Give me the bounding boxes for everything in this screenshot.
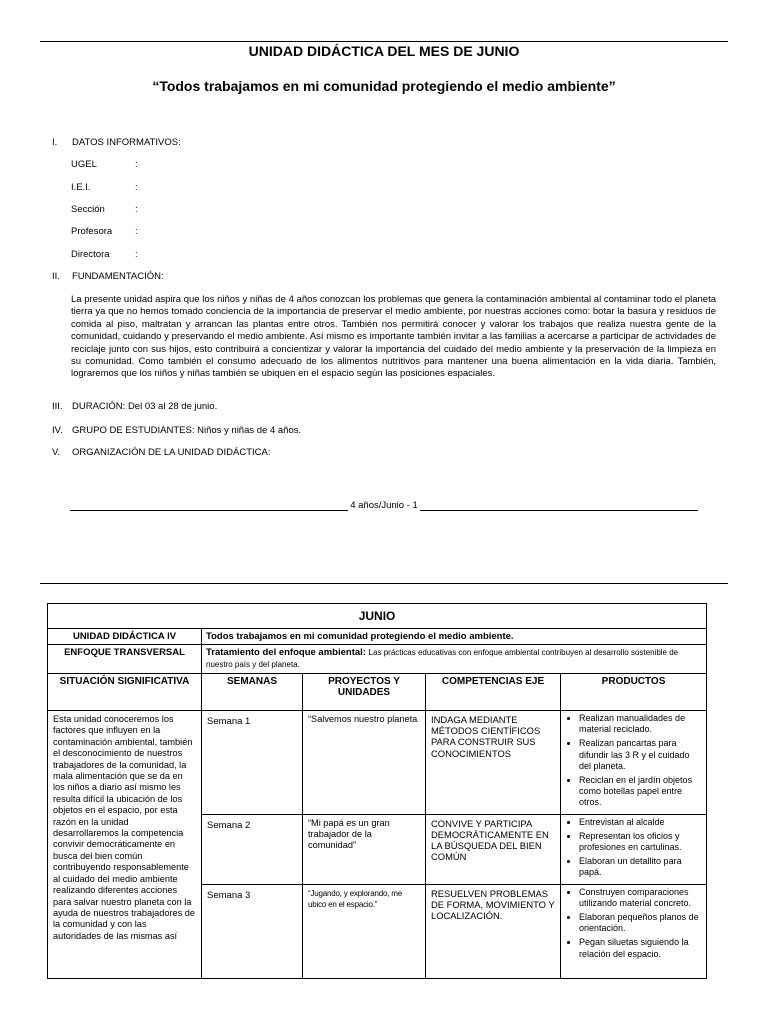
field-sep: : [135, 249, 138, 260]
section-grupo [52, 425, 301, 436]
field-sep: : [135, 226, 138, 237]
enfoque-row [48, 645, 707, 674]
unidad-row [48, 629, 707, 645]
section-title: DATOS INFORMATIVOS: [72, 137, 181, 148]
list-item: • Entrevistan al alcalde [579, 817, 702, 828]
unit-plan-table [47, 603, 707, 979]
field-sep: : [135, 182, 138, 193]
enfoque-bold: Tratamiento del enfoque ambiental: [206, 647, 366, 658]
section-duracion [52, 401, 217, 412]
field-sep: : [135, 204, 138, 215]
enfoque-text: Las prácticas educativas con enfoque ambiental contribuyen al desarrollo sostenible de nuestro país y del planeta. [206, 648, 679, 669]
list-item: • Realizan pancartas para difundir las 3 R y el cuidado del planeta. [579, 738, 702, 772]
proyecto-cell: “Salvemos nuestro planeta [303, 711, 426, 815]
section-number: V. [52, 447, 61, 458]
month-row [48, 604, 707, 629]
col-header-situacion: SITUACIÓN SIGNIFICATIVA [48, 674, 202, 711]
top-rule [40, 41, 728, 42]
list-item: • Reciclan en el jardín objetos como botellas papel entre otros. [579, 775, 702, 809]
list-item: • Elaboran pequeños planos de orientación. [579, 912, 702, 934]
competencia-cell: RESUELVEN PROBLEMAS DE FORMA, MOVIMIENTO Y LOCALIZACIÓN. [426, 884, 561, 978]
section-title: GRUPO DE ESTUDIANTES: Niños y niñas de 4 años. [72, 425, 302, 436]
competencia-cell: CONVIVE Y PARTICIPA DEMOCRÁTICAMENTE EN LA BÚSQUEDA DEL BIEN COMÚN [426, 814, 561, 884]
proyecto-cell: “Jugando, y explorando, me ubico en el espacio.” [303, 884, 426, 978]
productos-cell [561, 711, 707, 815]
section-title: DURACIÓN: Del 03 al 28 de junio. [72, 401, 218, 412]
column-header-row [48, 674, 707, 711]
col-header-competencias: COMPETENCIAS EJE [426, 674, 561, 711]
competencia-cell: INDAGA MEDIANTE MÉTODOS CIENTÍFICOS PARA CONSTRUIR SUS CONOCIMIENTOS [426, 711, 561, 815]
situacion-significativa: Esta unidad conoceremos los factores que influyen en la contaminación ambiental, también el desconocimiento de nuestros trabajadores de la comunidad, la mala alimentación que se da en los niños a diario así mismo les resulta difícil la ubicación de los objetos en el espacio, por esta razón en la unidad desarrollaremos la competencia convivir democráticamente en busca del bien común contribuyendo responsablemente al cuidado del medio ambiente realizando diferentes acciones para salvar nuestro planeta con la ayuda de nuestros trabajadores de la comunidad y con las autoridades de las mismas así [48, 711, 202, 979]
section-fundamentacion [52, 271, 164, 282]
section-title: FUNDAMENTACIÓN: [72, 271, 164, 282]
field-label: Profesora [71, 226, 113, 237]
semana-cell: Semana 3 [202, 884, 303, 978]
footer-line-left [70, 500, 348, 511]
field-directora [71, 249, 138, 260]
field-label: Sección [71, 204, 105, 215]
field-label: UGEL [71, 159, 97, 170]
section-number: III. [52, 401, 63, 412]
list-item: • Construyen comparaciones utilizando material concreto. [579, 887, 702, 909]
field-label: Directora [71, 249, 110, 260]
productos-list [565, 817, 702, 879]
semana-cell: Semana 1 [202, 711, 303, 815]
table-row [48, 711, 707, 815]
unidad-value: Todos trabajamos en mi comunidad protegiendo el medio ambiente. [202, 629, 707, 645]
field-ugel [71, 159, 138, 170]
col-header-productos: PRODUCTOS [561, 674, 707, 711]
section-number: IV. [52, 425, 63, 436]
section-datos [52, 137, 181, 148]
list-item: • Pegan siluetas siguiendo la relación del espacio. [579, 937, 702, 959]
section-number: I. [52, 137, 58, 148]
col-header-proyectos: PROYECTOS Y UNIDADES [303, 674, 426, 711]
page2-top-rule [40, 583, 728, 584]
semana-cell: Semana 2 [202, 814, 303, 884]
unidad-label: UNIDAD DIDÁCTICA IV [48, 629, 202, 645]
productos-cell [561, 884, 707, 978]
productos-list [565, 887, 702, 960]
enfoque-label: ENFOQUE TRANSVERSAL [48, 645, 202, 674]
month-header: JUNIO [48, 604, 707, 629]
page-footer [70, 500, 698, 511]
productos-cell [561, 814, 707, 884]
field-sep: : [135, 159, 138, 170]
field-seccion [71, 204, 138, 215]
section-title: ORGANIZACIÓN DE LA UNIDAD DIDÁCTICA: [72, 447, 271, 458]
field-profesora [71, 226, 138, 237]
productos-list [565, 713, 702, 809]
section-number: II. [52, 271, 60, 282]
list-item: • Elaboran un detallito para papá. [579, 856, 702, 878]
field-label: I.E.I. [71, 182, 91, 193]
section-organizacion [52, 447, 270, 458]
proyecto-cell: “Mi papá es un gran trabajador de la comunidad” [303, 814, 426, 884]
list-item: • Representan los oficios y profesiones en cartulinas. [579, 831, 702, 853]
col-header-semanas: SEMANAS [202, 674, 303, 711]
enfoque-value [202, 645, 707, 674]
list-item: • Realizan manualidades de material reciclado. [579, 713, 702, 735]
field-iei [71, 182, 138, 193]
document-title: UNIDAD DIDÁCTICA DEL MES DE JUNIO [248, 43, 520, 59]
document-subtitle: “Todos trabajamos en mi comunidad protegiendo el medio ambiente” [152, 78, 616, 94]
footer-text: 4 años/Junio - 1 [350, 500, 418, 511]
fundamentacion-paragraph: La presente unidad aspira que los niños y niñas de 4 años conozcan los problemas que genera la contaminación ambiental al contaminar todo el planeta tierra ya que no hemos tomado conciencia de la importancia de preservar el medio ambiente, por nuestras acciones como: botar la basura y residuos de comida al piso, maltratan y arrancan las plantas entre otros. También nos permitirá conocer y valorar los trabajos que realiza nuestra gente de la comunidad, cuidando y preservando el medio ambiente. Así mismo es importante también invitar a las familias a acercarse a participar de actividades de reciclaje junto con sus hijos, esto contribuirá a concientizar y valorar la importancia del cuidado del medio ambiente y la preservación de la limpieza en su comunidad. Como también el consumo adecuado de los alimentos nutritivos para mantener una buena alimentación en la vida diaria. También, lograremos que los niños y niñas también se ubiquen en el espacio según las posiciones espaciales. [71, 294, 716, 380]
footer-line-right [420, 500, 698, 511]
